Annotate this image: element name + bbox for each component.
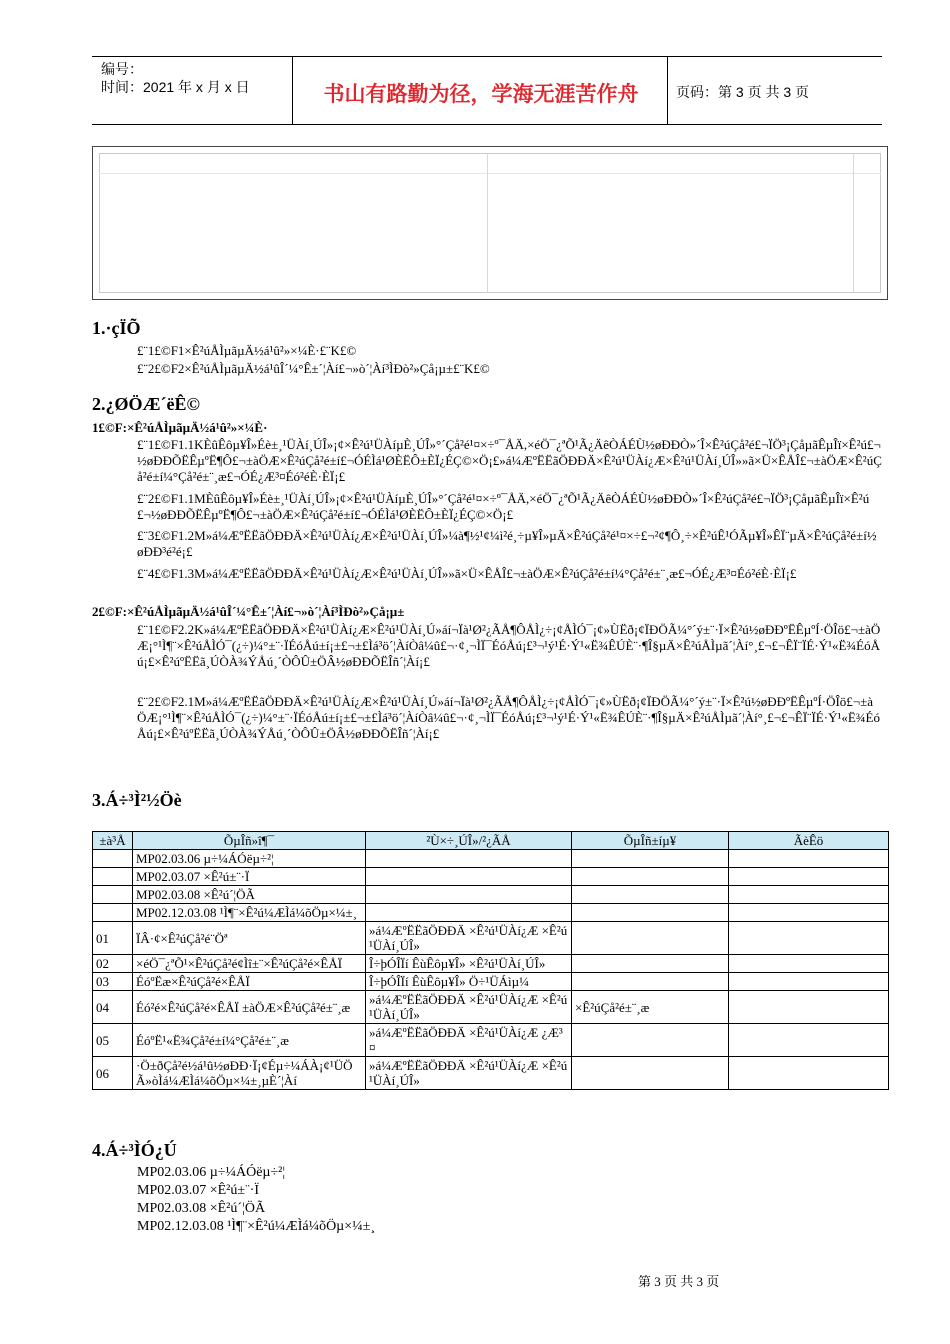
table-cell: »á¼ÆºËËãÖÐÐÄ ×Ê²ú¹ÜÀí¿Æ ×Ê²ú¹ÜÀí¸ÚÎ» [366, 922, 572, 955]
table-cell: 02 [93, 955, 133, 973]
blank-frame [92, 146, 888, 300]
header-top-rule [92, 56, 882, 57]
table-cell [572, 868, 729, 886]
table-cell: ×éÖ¯¿ªÕ¹×Ê²úÇå²é¢Ìî±¨×Ê²úÇå²é×ÊÅÏ [133, 955, 366, 973]
section-2-paragraph: £¨2£©F2.1M»á¼ÆºËËãÖÐÐÄ×Ê²ú¹ÜÀí¿Æ×Ê²ú¹ÜÀí¸Ú»áí¬Ïà¹Ø²¿ÃÅ¶ÔÅÌ¿÷¡¢ÅÌÓ¯¡¢»ÙËð¡¢ÏÐÖÃ¼°´ý±¨·Ï×Ê²ú½øÐÐºËÊµºÍ·ÖÎö£¬±àÖÆ¡°¹Ì¶¨×Ê²úÅÌÓ¯(¿÷)¼°±¨·ÏÉóÅú±í¡±£¬±£Ìá³ö´¦ÀíÒâ¼û£¬·¢¸¬ÌÏ¯ÉóÅú¡£³¬¹ý¹É·Ý¹«Ë¾ÊÚÈ¨·¶Î§µÄ×Ê²úÅÌµã´¦Àí°¸£¬£¬ÊÏ¨ÏÉ·Ý¹«Ë¾ÉóÅú¡£×Ê²úºËËã¸ÚÒÀ¾ÝÅú¸´ÒÔÛ±ÖÂ½øÐÐÕËÎñ´¦Àí¡£ [137, 694, 880, 741]
section-1-heading: 1.·çÏÕ [92, 318, 141, 338]
blank-frame-column-rule [487, 153, 488, 293]
table-cell [729, 1024, 889, 1057]
table-cell [729, 955, 889, 973]
blank-frame-rule [99, 173, 881, 174]
table-cell [729, 973, 889, 991]
section-2-paragraph: £¨2£©F1.1MÈûÊôµ¥Î»Éè±¸¹ÜÀí¸ÚÎ»¡¢×Ê²ú¹ÜÀíµÈ¸ÚÎ»°´Çå²é¹¤×÷º¯ÅÄ,×éÖ¯¿ªÕ¹Ã¿ÄêÒÁÉÙ½øÐÐÒ»´Î×Ê²úÇå²é£¬ÏÖ³¡ÇåµãÊµÎï×Ê²ú£¬½øÐÐÕËÊµºË¶Ô£¬±àÖÆ×Ê²úÇå²é±í£¬ÓÉÌá¹ØÈËÔ±ÈÏ¿ÉÇ©×Ö¡£ [137, 491, 870, 522]
table-cell: ·Ö±ðÇå²é½á¹û½øÐÐ·Ï¡¢Éµ÷¼ÁÀ¡¢¹ÜÖÃ»òÌá¼ÆÌá¼õÖµ×¼±¸µÈ´¦Àí [133, 1057, 366, 1090]
table-cell [93, 868, 133, 886]
header-bottom-rule [92, 124, 882, 125]
section-4-line: MP02.03.06 µ÷¼ÁÓëµ÷²¦ [137, 1165, 286, 1180]
table-cell: 06 [93, 1057, 133, 1090]
table-cell: 05 [93, 1024, 133, 1057]
table-cell: »á¼ÆºËËãÖÐÐÄ ×Ê²ú¹ÜÀí¿Æ ×Ê²ú¹ÜÀí¸ÚÎ» [366, 1057, 572, 1090]
section-2-paragraph: £¨1£©F1.1KÈûÊôµ¥Î»Éè±¸¹ÜÀí¸ÚÎ»¡¢×Ê²ú¹ÜÀíµÈ¸ÚÎ»°´Çå²é¹¤×÷º¯ÅÄ,×éÖ¯¿ªÕ¹Ã¿ÄêÒÁÉÙ½øÐÐÒ»´Î×Ê²úÇå²é£¬ÏÖ³¡ÇåµãÊµÎï×Ê²ú£¬½øÐÐÕËÊµºË¶Ô£¬±àÖÆ×Ê²úÇå²é±í£¬ÓÉÌá¹ØÈËÔ±ÈÏ¿ÉÇ©×Ö¡£»á¼ÆºËËãÖÐÐÄ×Ê²ú¹ÜÀí¿Æ×Ê²ú¹ÜÀí¸ÚÎ»»ã×Ü×ÊÅÎ£¬±àÖÆ×Ê²úÇå²é±í¼°Çå²é±¨¸æ£¬ÓÉ¿Æ³¤Éó²éÈ·ÈÏ¡£ [137, 437, 882, 484]
table-row [93, 868, 889, 886]
table-cell [366, 886, 572, 904]
table-cell: Î÷þÓÎÏí ÊùÊôµ¥Î» ×Ê²ú¹ÜÀí¸ÚÎ» [366, 955, 572, 973]
table-cell: MP02.03.06 µ÷¼ÁÓëµ÷²¦ [133, 850, 366, 868]
section-2-subheading: 1£©F:×Ê²úÅÌµãµÄ½á¹û²»×¼È· [92, 420, 268, 435]
table-cell [729, 886, 889, 904]
table-cell [729, 922, 889, 955]
table-row [93, 991, 889, 1024]
table-cell: 04 [93, 991, 133, 1024]
table-cell [366, 850, 572, 868]
table-cell: »á¼ÆºËËãÖÐÐÄ ×Ê²ú¹ÜÀí¿Æ ×Ê²ú¹ÜÀí¸ÚÎ» [366, 991, 572, 1024]
table-row [93, 973, 889, 991]
section-2-paragraph: £¨1£©F2.2K»á¼ÆºËËãÖÐÐÄ×Ê²ú¹ÜÀí¿Æ×Ê²ú¹ÜÀí¸Ú»áí¬Ïà¹Ø²¿ÃÅ¶ÔÅÌ¿÷¡¢ÅÌÓ¯¡¢»ÙËð¡¢ÏÐÖÃ¼°´ý±¨·Ï×Ê²ú½øÐÐºËÊµºÍ·ÖÎö£¬±àÖÆ¡°¹Ì¶¨×Ê²úÅÌÓ¯(¿÷)¼°±¨·ÏÉóÅú±í¡±£¬±£Ìá³ö´¦ÀíÒâ¼û£¬·¢¸¬ÌÏ¯ÉóÅú¡£³¬¹ý¹É·Ý¹«Ë¾ÊÚÈ¨·¶Î§µÄ×Ê²úÅÌµã´¦Àí°¸£¬£¬ÊÏ¨ÏÉ·Ý¹«Ë¾ÉóÅú¡£×Ê²úºËËã¸ÚÒÀ¾ÝÅú¸´ÒÔÛ±ÖÂ½øÐÐÕËÎñ´¦Àí¡£ [137, 622, 881, 669]
section-4-line: MP02.03.07 ×Ê²ú±¨·Ï [137, 1183, 260, 1198]
table-cell [93, 904, 133, 922]
table-row [93, 955, 889, 973]
section-4-line: MP02.03.08 ×Ê²ú´¦ÖÃ [137, 1201, 266, 1216]
header-page-label: 页码：第 3 页 共 3 页 [676, 84, 810, 100]
table-cell [729, 991, 889, 1024]
table-cell [572, 904, 729, 922]
table-cell: MP02.03.07 ×Ê²ú±¨·Ï [133, 868, 366, 886]
column-header: ÕµÎñ±íµ¥ [572, 832, 729, 850]
blank-frame-inner [99, 153, 881, 293]
table-cell: MP02.03.08 ×Ê²ú´¦ÖÃ [133, 886, 366, 904]
table-cell [572, 922, 729, 955]
table-row [93, 850, 889, 868]
section-4-line: MP02.12.03.08 ¹Ì¶¨×Ê²ú¼ÆÌá¼õÖµ×¼±¸ [137, 1219, 375, 1234]
table-cell: 01 [93, 922, 133, 955]
table-cell: 03 [93, 973, 133, 991]
header-divider [667, 56, 668, 124]
page-footer: 第 3 页 共 3 页 [638, 1274, 720, 1289]
table-cell [729, 1057, 889, 1090]
document-number-label: 编号： [101, 61, 143, 77]
section-3-heading: 3.Á÷³Ì²½Öè [92, 790, 182, 810]
section-2-heading: 2.¿ØÖÆ´ëÊ© [92, 394, 200, 414]
table-cell: ÏÂ·¢×Ê²úÇå²é¨Öª [133, 922, 366, 955]
table-header-row [93, 832, 889, 850]
table-cell: MP02.12.03.08 ¹Ì¶¨×Ê²ú¼ÆÌá¼õÖµ×¼±¸ [133, 904, 366, 922]
table-cell: ÉóºËæ×Ê²úÇå²é×ÊÅÏ [133, 973, 366, 991]
table-cell [729, 850, 889, 868]
section-2-subheading: 2£©F:×Ê²úÅÌµãµÄ½á¹ûÎ´¼°Ê±´¦Àí£¬»ò´¦Àí³ÌÐò²»Çå¡µ± [92, 604, 405, 619]
process-steps-table [92, 831, 889, 1090]
table-row [93, 886, 889, 904]
header-divider [292, 56, 293, 124]
table-cell [729, 904, 889, 922]
table-cell: ×Ê²úÇå²é±¨¸æ [572, 991, 729, 1024]
table-cell: ÉóºË¹«Ë¾Çå²é±í¼°Çå²é±¨¸æ [133, 1024, 366, 1057]
column-header: ÕµÎñ»î¶¯ [133, 832, 366, 850]
section-2-paragraph: £¨4£©F1.3M»á¼ÆºËËãÖÐÐÄ×Ê²ú¹ÜÀí¿Æ×Ê²ú¹ÜÀí¸ÚÎ»»ã×Ü×ÊÅÎ£¬±àÖÆ×Ê²úÇå²é±í¼°Çå²é±¨¸æ£¬ÓÉ¿Æ³¤Éó²éÈ·ÈÏ¡£ [137, 566, 797, 581]
section-2-paragraph: £¨3£©F1.2M»á¼ÆºËËãÖÐÐÄ×Ê²ú¹ÜÀí¿Æ×Ê²ú¹ÜÀí¸ÚÎ»¼à¶½¹¢¼ì²é¸÷µ¥Î»µÄ×Ê²úÇå²é¹¤×÷£¬²¢¶Ô¸÷×Ê²úÊ¹ÓÃµ¥Î»ÊÏ¨µÄ×Ê²úÇå²é±í½øÐÐ³é²é¡£ [137, 528, 877, 559]
table-cell [93, 850, 133, 868]
table-cell [572, 886, 729, 904]
table-cell [572, 955, 729, 973]
column-header: ÃèÊö [729, 832, 889, 850]
table-cell [572, 1057, 729, 1090]
header-meta [101, 60, 250, 96]
table-cell [572, 973, 729, 991]
table-cell [572, 1024, 729, 1057]
table-cell: Î÷þÓÎÏí ÊùÊôµ¥Î» Ö÷¹ÜÁìµ¼ [366, 973, 572, 991]
table-row [93, 1024, 889, 1057]
table-row [93, 904, 889, 922]
table-cell [729, 868, 889, 886]
table-cell: Éó²é×Ê²úÇå²é×ÊÅÏ ±àÖÆ×Ê²úÇå²é±¨¸æ [133, 991, 366, 1024]
table-cell [93, 886, 133, 904]
section-1-line: £¨2£©F2×Ê²úÅÌµãµÄ½á¹ûÎ´¼°Ê±´¦Àí£¬»ò´¦Àí³ÌÐò²»Çå¡µ±£¨K£© [137, 361, 490, 376]
table-cell [572, 850, 729, 868]
table-cell [366, 868, 572, 886]
table-row [93, 1057, 889, 1090]
section-1-line: £¨1£©F1×Ê²úÅÌµãµÄ½á¹û²»×¼È·£¨K£© [137, 343, 357, 358]
table-cell [366, 904, 572, 922]
document-time-label: 时间：2021 年 x 月 x 日 [101, 79, 250, 95]
header-motto: 书山有路勤为径，学海无涯苦作舟 [323, 82, 639, 106]
column-header: ±à³Å [93, 832, 133, 850]
table-row [93, 922, 889, 955]
table-cell: »á¼ÆºËËãÖÐÐÄ ×Ê²ú¹ÜÀí¿Æ ¿Æ³¤ [366, 1024, 572, 1057]
column-header: ²Ù×÷¸ÚÎ»/²¿ÃÅ [366, 832, 572, 850]
section-4-heading: 4.Á÷³ÌÓ¿Ú [92, 1140, 177, 1160]
blank-frame-column-rule [853, 153, 854, 293]
